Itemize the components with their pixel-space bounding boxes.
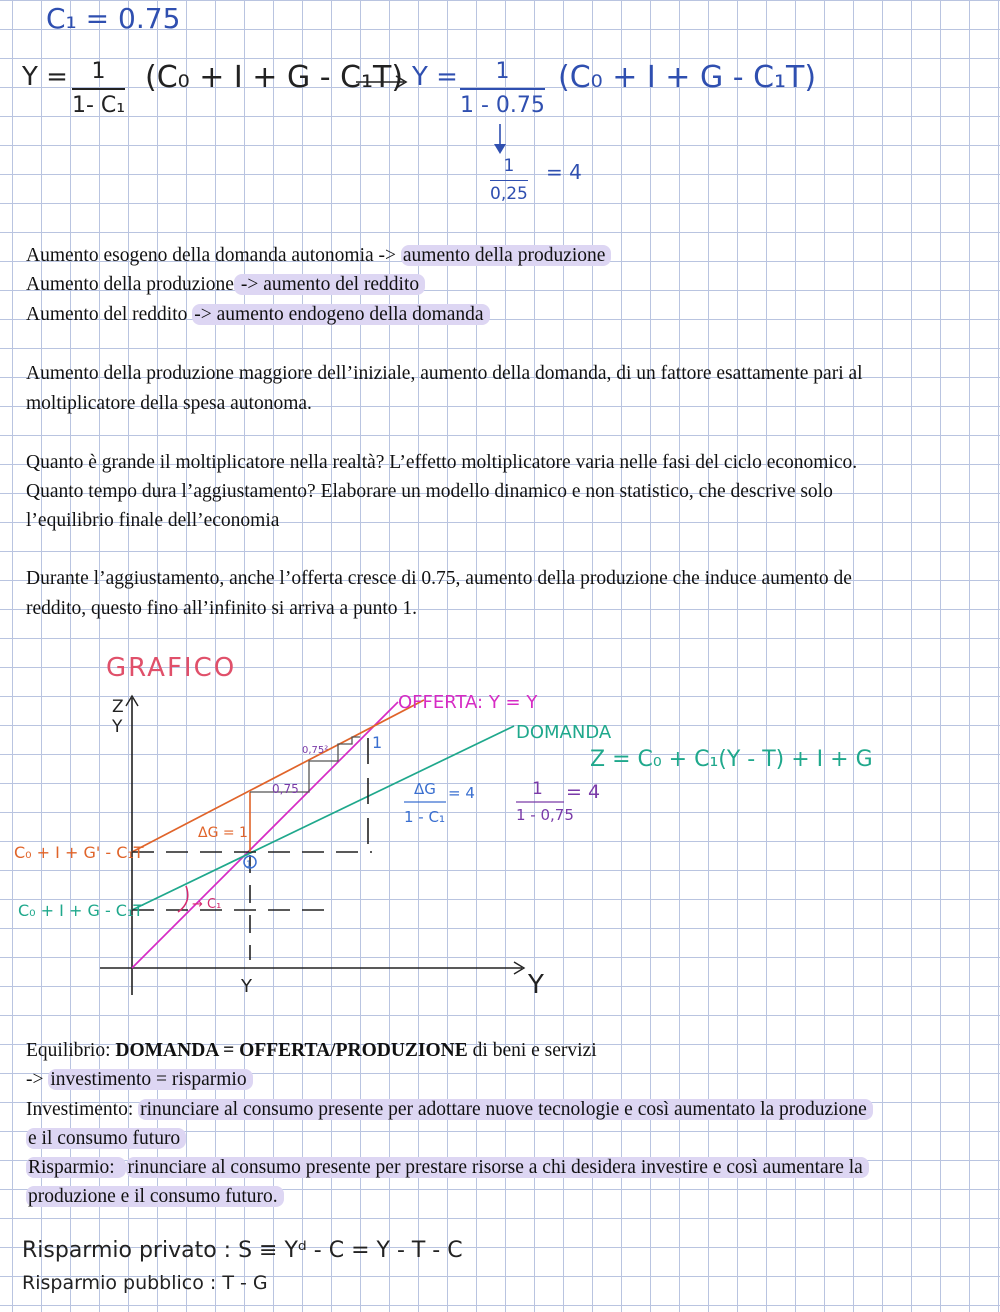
equation-lhs-2: Y = (412, 62, 458, 92)
private-savings: Risparmio privato : S ≡ Yᵈ - C = Y - T - C (22, 1238, 463, 1263)
fraction-denominator: 1 - 0.75 (460, 92, 545, 118)
domanda-label: DOMANDA (516, 722, 612, 743)
paragraph-2-line-1: Quanto è grande il moltiplicatore nella realtà? L’effetto moltiplicatore varia nelle fasi del ciclo economico. (26, 452, 858, 473)
fraction-denominator: 1- C₁ (72, 92, 126, 118)
paragraph-2-line-2: Quanto tempo dura l’aggiustamento? Elaborare un modello dinamico e non statistico, che descrive solo (26, 481, 833, 502)
arrow-right-icon (354, 72, 410, 92)
x-tick-label: Y (241, 976, 252, 997)
intercept-upper-label: C₀ + I + G' - C₁T (14, 843, 144, 862)
chain-line-1: Aumento esogeno della domanda autonomia -> aumento della produzione (26, 241, 611, 270)
slope-angle-arc (178, 886, 188, 912)
keynesian-cross-diagram (0, 640, 1000, 1010)
step-075sq-label: 0,75² (302, 745, 329, 756)
delta-g-label: ΔG = 1 (198, 825, 248, 841)
equilibrium-line: Equilibrio: DOMANDA = OFFERTA/PRODUZIONE di beni e servizi (26, 1040, 597, 1061)
equilibrium-point-label: 1 (246, 860, 252, 870)
fraction-numerator: 1 (495, 59, 510, 84)
multiplier-numeric-result: = 4 (566, 781, 601, 803)
intercept-lower-label: C₀ + I + G - C₁T (18, 901, 144, 920)
equation-lhs: Y = (22, 62, 68, 92)
multiplier-numeric-num: 1 (532, 779, 543, 799)
risparmio-line-1: Risparmio: rinunciare al consumo presente per prestare risorse a chi desidera investire e così aumentare la (26, 1153, 869, 1182)
autonomous-spending: (C₀ + I + G - C₁T) (145, 60, 404, 95)
paragraph-3-line-2: reddito, questo fino all’infinito si arriva a punto 1. (26, 598, 417, 619)
chain-line-2: Aumento della produzione -> aumento del reddito (26, 270, 425, 299)
domanda-equation: Z = C₀ + C₁(Y - T) + I + G (590, 747, 873, 772)
paragraph-3-line-1: Durante l’aggiustamento, anche l’offerta cresce di 0.75, aumento della produzione che induce aumento de (26, 568, 852, 589)
investimento-line-2: e il consumo futuro (26, 1124, 186, 1153)
fraction-numerator: 1 (503, 156, 515, 176)
investimento-line-1: Investimento: rinunciare al consumo presente per adottare nuove tecnologie e così aumentato la produzione (26, 1095, 873, 1124)
multiplier-fraction (72, 60, 125, 118)
risparmio-line-2: produzione e il consumo futuro. (26, 1182, 284, 1211)
y-axis-label-z: Z (112, 697, 124, 717)
multiplier-result-graph: = 4 (448, 784, 475, 802)
c1-value: C₁ = 0.75 (46, 2, 181, 35)
x-axis-label: Y (528, 970, 544, 1000)
multiplier-fraction-numeric (460, 60, 545, 118)
graph-title: GRAFICO (106, 653, 237, 683)
multiplier-denominator: 1 - C₁ (404, 808, 445, 826)
multiplier-result-fraction (490, 157, 528, 204)
y-axis-label-y: Y (112, 717, 123, 737)
domanda-shifted-line (132, 700, 424, 852)
chain-line-3: Aumento del reddito -> aumento endogeno della domanda (26, 300, 490, 329)
paragraph-1-line-1: Aumento della produzione maggiore dell’iniziale, aumento della domanda, di un fattore esattamente pari al (26, 363, 863, 384)
multiplier-result: = 4 (546, 160, 582, 184)
point-1-label: 1 (372, 733, 383, 752)
fraction-numerator: 1 (91, 59, 106, 84)
arrow-down-icon (490, 122, 510, 156)
multiplier-numeric-den: 1 - 0,75 (516, 806, 574, 824)
step-075-label: 0,75 (272, 782, 299, 796)
paragraph-1-line-2: moltiplicatore della spesa autonoma. (26, 393, 312, 414)
slope-c1-label: → C₁ (192, 897, 222, 912)
offerta-label: OFFERTA: Y = Y (398, 692, 538, 713)
public-savings: Risparmio pubblico : T - G (22, 1272, 268, 1294)
paragraph-2-line-3: l’equilibrio finale dell’economia (26, 510, 280, 531)
multiplier-delta-g: ΔG (414, 780, 436, 798)
autonomous-spending-2: (C₀ + I + G - C₁T) (558, 60, 817, 95)
equilibrium-line-2: -> investimento = risparmio (26, 1065, 253, 1094)
offerta-line (132, 702, 398, 968)
fraction-denominator: 0,25 (490, 184, 528, 205)
